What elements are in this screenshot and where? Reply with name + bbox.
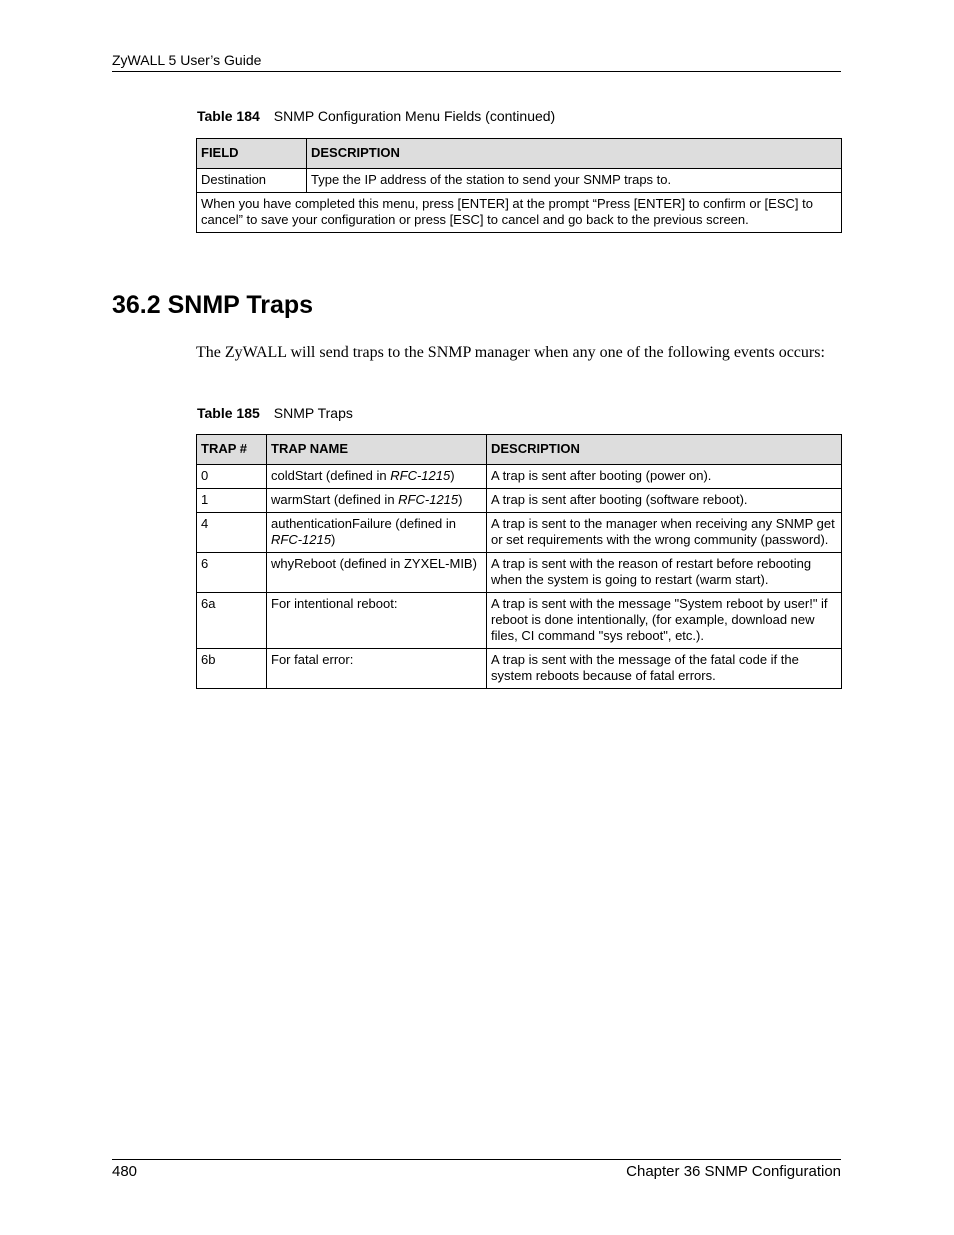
table-185 [196, 434, 842, 689]
guide-title: ZyWALL 5 User’s Guide [112, 52, 262, 68]
table-note-row [197, 193, 842, 233]
page-number: 480 [112, 1163, 138, 1180]
trap-name-text: coldStart (defined in [271, 468, 391, 483]
table-184-label: Table 184 [197, 108, 260, 124]
table-header-row [197, 435, 842, 465]
table-185-label: Table 185 [197, 405, 260, 421]
table-185-title: SNMP Traps [273, 405, 353, 421]
trap-name-text: For fatal error: [271, 652, 354, 667]
trap-number-cell: 6b [197, 649, 267, 689]
trap-name-text: warmStart (defined in [271, 492, 399, 507]
table-184 [196, 138, 842, 233]
trap-name-text: For intentional reboot: [271, 596, 398, 611]
trap-name-cell [267, 593, 487, 649]
column-header-trap-number: TRAP # [197, 435, 267, 465]
trap-description-cell: A trap is sent with the reason of restart before rebooting when the system is going to restart (warm start). [487, 553, 842, 593]
rfc-reference: RFC-1215 [390, 468, 451, 483]
table-185-caption [197, 405, 353, 421]
trap-name-cell [267, 513, 487, 553]
table-row [197, 553, 842, 593]
table-row [197, 465, 842, 489]
trap-description-cell: A trap is sent after booting (software reboot). [487, 489, 842, 513]
intro-paragraph: The ZyWALL will send traps to the SNMP manager when any one of the following events occurs: [196, 344, 825, 361]
trap-description-cell: A trap is sent after booting (power on). [487, 465, 842, 489]
trap-name-text: authenticationFailure (defined in [271, 516, 457, 531]
trap-number-cell: 4 [197, 513, 267, 553]
trap-number-cell: 6 [197, 553, 267, 593]
trap-name-cell [267, 553, 487, 593]
column-header-field: FIELD [197, 139, 307, 169]
section-heading: 36.2 SNMP Traps [112, 291, 314, 319]
table-184-caption [197, 108, 555, 124]
trap-name-text: whyReboot (defined in ZYXEL-MIB) [271, 556, 477, 571]
page-footer [112, 1159, 841, 1180]
trap-name-suffix: ) [330, 532, 336, 547]
note-cell: When you have completed this menu, press [ENTER] at the prompt “Press [ENTER] to confirm or [ESC] to cancel” to save your configuration or press [ESC] to cancel and go back to the previous screen. [197, 193, 842, 233]
trap-number-cell: 0 [197, 465, 267, 489]
table-header-row [197, 139, 842, 169]
trap-name-cell [267, 465, 487, 489]
field-cell: Destination [197, 169, 307, 193]
table-row [197, 649, 842, 689]
trap-number-cell: 6a [197, 593, 267, 649]
trap-description-cell: A trap is sent with the message "System reboot by user!" if reboot is done intentionally, (for example, download new files, CI command "sys reboot", etc.). [487, 593, 842, 649]
trap-name-cell [267, 489, 487, 513]
column-header-trap-name: TRAP NAME [267, 435, 487, 465]
trap-description-cell: A trap is sent to the manager when receiving any SNMP get or set requirements with the wrong community (password). [487, 513, 842, 553]
column-header-description: DESCRIPTION [487, 435, 842, 465]
trap-name-suffix: ) [450, 468, 455, 483]
rfc-reference: RFC-1215 [271, 532, 331, 547]
page-header [112, 52, 841, 72]
table-row [197, 513, 842, 553]
trap-description-cell: A trap is sent with the message of the fatal code if the system reboots because of fatal errors. [487, 649, 842, 689]
table-row [197, 169, 842, 193]
table-row [197, 489, 842, 513]
column-header-description: DESCRIPTION [307, 139, 842, 169]
chapter-title: Chapter 36 SNMP Configuration [626, 1163, 841, 1180]
description-cell: Type the IP address of the station to send your SNMP traps to. [307, 169, 842, 193]
trap-name-cell [267, 649, 487, 689]
table-row [197, 593, 842, 649]
trap-name-suffix: ) [458, 492, 463, 507]
rfc-reference: RFC-1215 [398, 492, 459, 507]
table-184-title: SNMP Configuration Menu Fields (continued) [273, 108, 556, 124]
trap-number-cell: 1 [197, 489, 267, 513]
